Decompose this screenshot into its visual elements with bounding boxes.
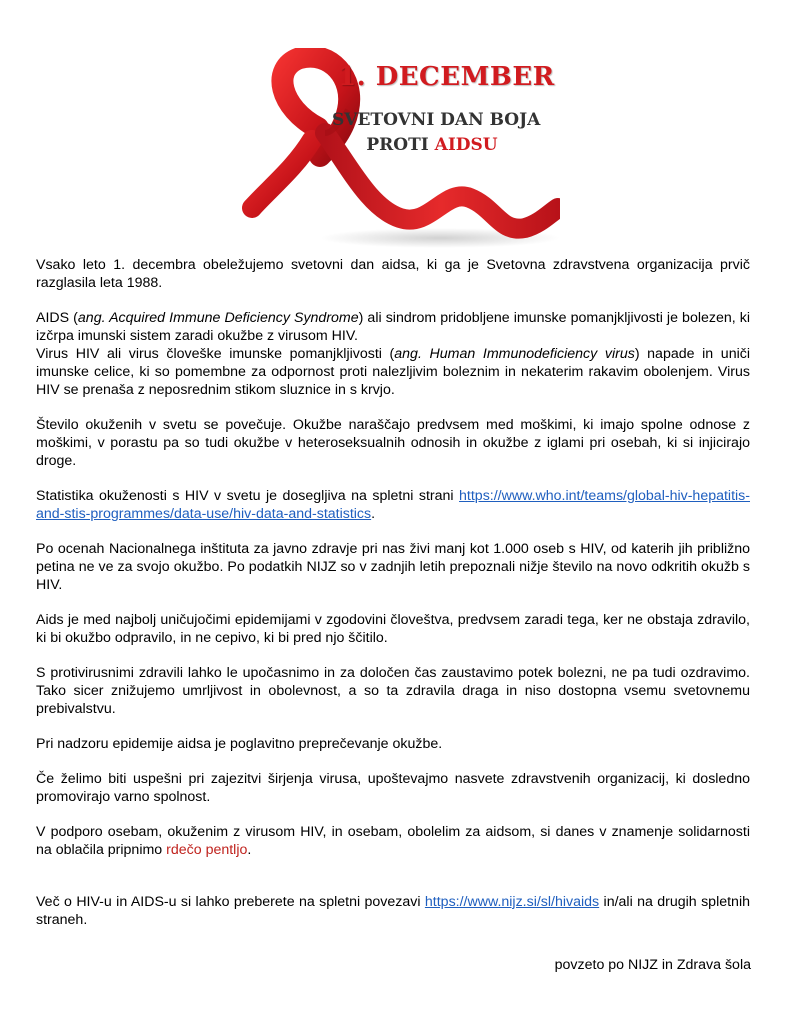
paragraph-hiv-definition [36, 345, 750, 399]
paragraph-prevention: Pri nadzoru epidemije aidsa je poglavitno preprečevanje okužbe. [36, 736, 443, 752]
english-term: ang. Acquired Immune Deficiency Syndrome [77, 310, 359, 326]
english-term: ang. Human Immunodeficiency virus [394, 346, 635, 362]
paragraph-nijz-estimates: Po ocenah Nacionalnega inštituta za javno zdravje pri nas živi manj kot 1.000 oseb s HIV, od katerih jih približno petina ne ve za svojo okužbo. Po podatkih NIJZ so v zadnjih letih prepoznali nižje število na novo odkritih okužb s HIV. [36, 541, 750, 593]
text-span: Virus HIV ali virus človeške imunske pomanjkljivosti ( [36, 346, 395, 362]
banner-title-highlight: AIDSU [434, 135, 498, 155]
banner-title-prefix: PROTI [366, 135, 429, 155]
banner-date: 1. DECEMBER [338, 62, 555, 92]
paragraph-advice: Če želimo biti uspešni pri zajezitvi širjenja virusa, upoštevajmo nasvete zdravstvenih organizacij, ki dosledno promovirajo varno spolnost. [36, 771, 750, 805]
who-statistics-link[interactable]: https://www.who.int/teams/global-hiv-hepatitis-and-stis-programmes/data-use/hiv-data-and-statistics [36, 488, 750, 522]
text-span: ) napade in uniči imunske celice, ki so pomembne za odpornost proti nalezljivim boleznim in nekaterim rakavim obolenjem. Virus HIV se prenaša z neposrednim stikom sluznice in s krvjo. [36, 346, 750, 398]
text-span: . [247, 842, 252, 858]
paragraph-epidemic: Aids je med najbolj uničujočimi epidemijami v zgodovini človeštva, predvsem zaradi tega, ker ne obstaja zdravilo, ki bi okužbo odpravilo, in ne cepivo, ki bi pred njo ščitilo. [36, 612, 750, 646]
paragraph-intro: Vsako leto 1. decembra obeležujemo svetovni dan aidsa, ki ga je Svetovna zdravstvena organizacija prvič razglasila leta 1988. [36, 257, 750, 291]
text-span: AIDS ( [36, 310, 78, 326]
text-span: in/ali na drugih spletnih straneh. [36, 894, 750, 928]
text-span: ) ali sindrom pridobljene imunske pomanjkljivosti je bolezen, ki izčrpa imunski sistem zaradi okužbe z virusom HIV. [36, 310, 751, 344]
paragraph-more-info [36, 893, 750, 929]
nijz-link[interactable]: https://www.nijz.si/sl/hivaids [424, 894, 600, 910]
source-credit: povzeto po NIJZ in Zdrava šola [554, 957, 751, 973]
paragraph-infections: Število okuženih v svetu se povečuje. Okužbe naraščajo predvsem med moškimi, ki imajo spolne odnose z moškimi, v porastu pa so tudi okužbe v heteroseksualnih odnosih in okužbe z iglami pri osebah, ki si injicirajo droge. [36, 417, 750, 469]
text-span: Statistika okuženosti s HIV v svetu je dosegljiva na spletni strani [36, 488, 460, 504]
paragraph-antiviral: S protivirusnimi zdravili lahko le upočasnimo in za določen čas zaustavimo potek bolezni, ne pa tudi ozdravimo. Tako sicer znižujemo umrljivost in obolevnost, a so ta zdravila draga in niso dostopna vsemu svetovnemu prebivalstvu. [36, 665, 750, 717]
red-ribbon-text: rdečo pentljo [166, 842, 248, 858]
text-span: . [371, 506, 376, 522]
banner-title-line2 [332, 135, 532, 155]
paragraph-statistics [36, 487, 750, 523]
paragraph-solidarity [36, 823, 750, 859]
banner-title-line1: SVETOVNI DAN BOJA [332, 110, 541, 130]
text-span: Več o HIV-u in AIDS-u si lahko preberete na spletni povezavi [36, 894, 425, 910]
paragraph-aids-definition [36, 309, 750, 345]
text-span: V podporo osebam, okuženim z virusom HIV, in osebam, obolelim za aidsom, si danes v znamenje solidarnosti na oblačila pripnimo [36, 824, 750, 858]
article-body [36, 256, 750, 946]
